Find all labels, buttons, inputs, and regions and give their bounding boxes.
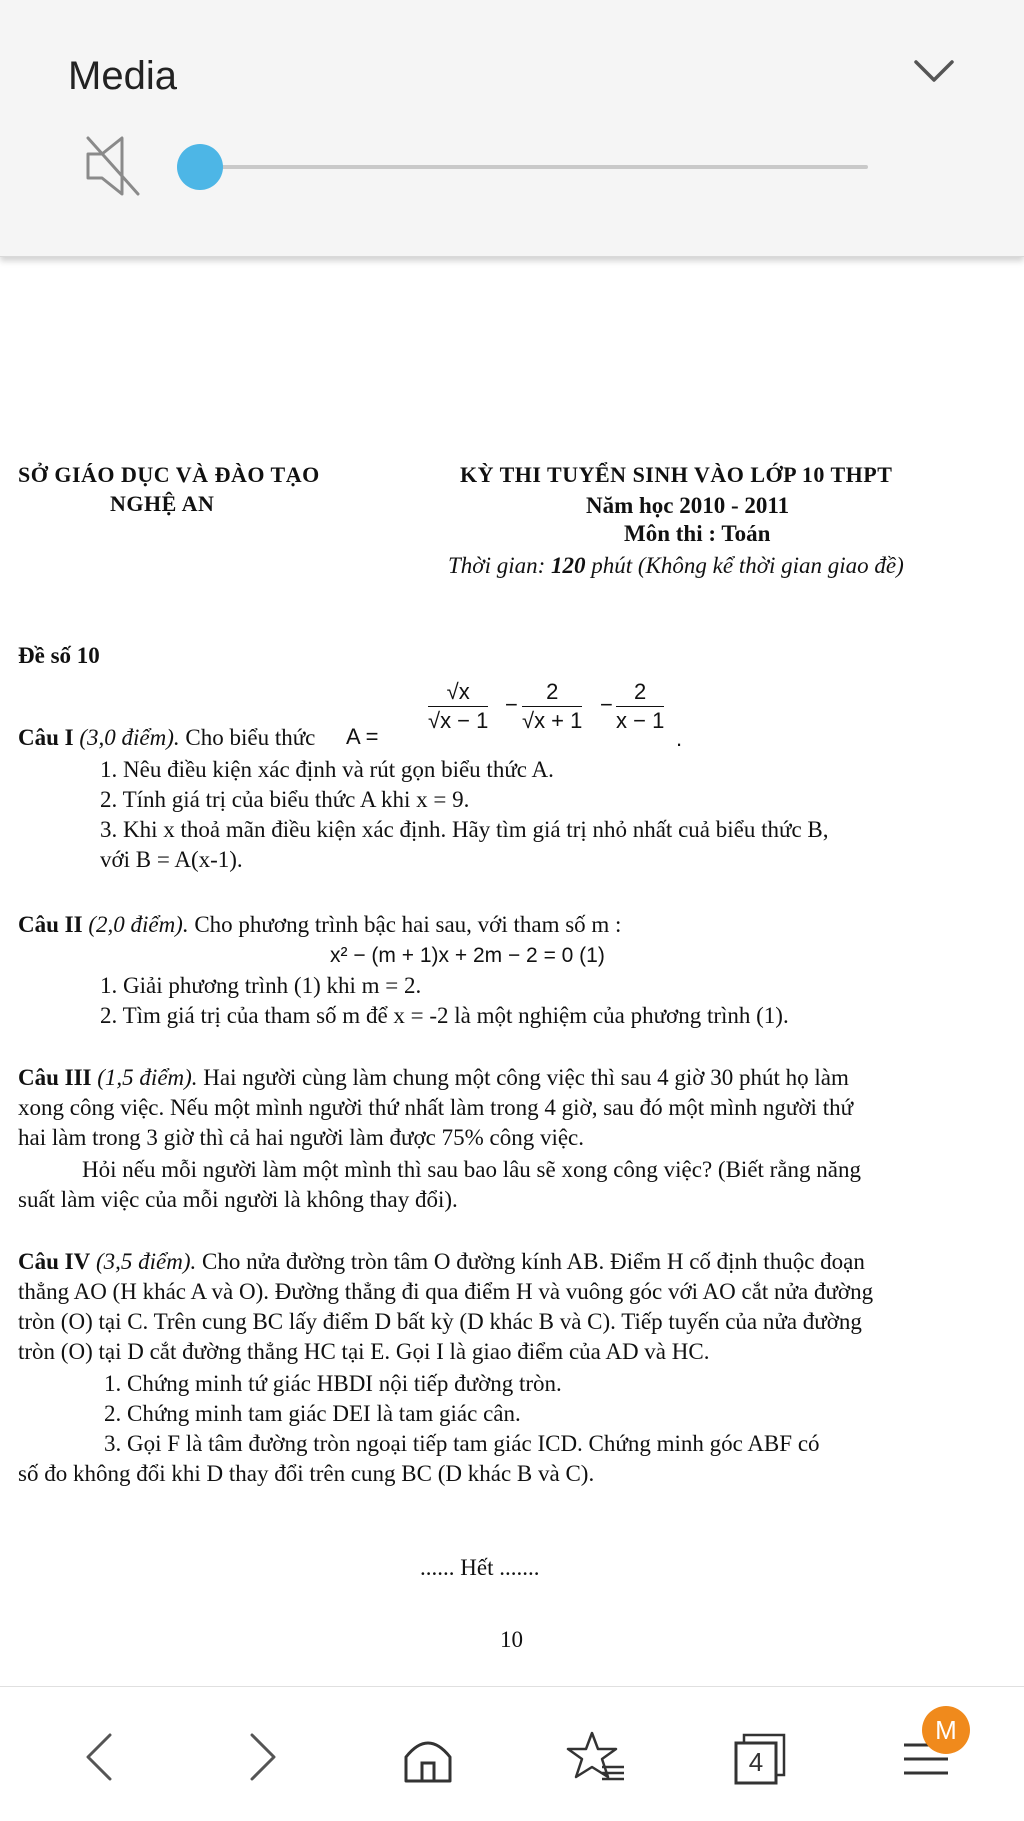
end-mark: ...... Hết ....... (420, 1555, 540, 1580)
question-1-item: 3. Khi x thoả mãn điều kiện xác định. Hãy tìm giá trị nhỏ nhất cuả biểu thức B, (100, 817, 829, 842)
question-1-item: 1. Nêu điều kiện xác định và rút gọn biểu thức A. (100, 757, 554, 782)
question-1-heading: Câu I (3,0 điểm). Cho biểu thức (18, 725, 316, 750)
province-name: NGHỆ AN (110, 491, 215, 516)
bookmarks-star-icon[interactable] (566, 1727, 626, 1787)
question-1-item: với B = A(x-1). (100, 847, 243, 872)
question-4-heading: Câu IV (3,5 điểm). Cho nửa đường tròn tâm O đường kính AB. Điểm H cố định thuộc đoạn (18, 1249, 865, 1274)
chevron-down-icon[interactable] (912, 56, 956, 86)
page-number: 10 (500, 1627, 523, 1652)
minus-sign: − (600, 692, 613, 717)
tab-count: 4 (748, 1747, 764, 1777)
question-2-heading: Câu II (2,0 điểm). Cho phương trình bậc hai sau, với tham số m : (18, 912, 622, 937)
minus-sign: − (505, 692, 518, 717)
school-year: Năm học 2010 - 2011 (586, 493, 790, 518)
question-3-text: Hỏi nếu mỗi người làm một mình thì sau bao lâu sẽ xong công việc? (Biết rằng năng (82, 1157, 862, 1182)
bottom-navigation-bar (0, 1686, 1024, 1821)
media-title: Media (68, 54, 177, 98)
question-4-text: tròn (O) tại D cắt đường thẳng HC tại E. Gọi I là giao điểm của AD và HC. (18, 1339, 710, 1364)
question-4-item: 2. Chứng minh tam giác DEI là tam giác cân. (104, 1401, 521, 1426)
quadratic-equation: x² − (m + 1)x + 2m − 2 = 0 (1) (330, 944, 605, 967)
volume-slider-thumb[interactable] (177, 144, 223, 190)
question-2-item: 1. Giải phương trình (1) khi m = 2. (100, 973, 422, 998)
fraction-1: $\frac{√x}{√x - 1}$ (428, 679, 489, 733)
volume-slider-track (200, 165, 868, 169)
fraction-2: $\frac{2}{√x + 1}$ (522, 679, 583, 733)
tabs-button[interactable] (732, 1727, 792, 1787)
exam-title: KỲ THI TUYỂN SINH VÀO LỚP 10 THPT (460, 462, 893, 487)
question-4-item: 1. Chứng minh tứ giác HBDI nội tiếp đường tròn. (104, 1371, 562, 1396)
question-4-text: số đo không đổi khi D thay đổi trên cung BC (D khác B và C). (18, 1461, 595, 1486)
department-name: SỞ GIÁO DỤC VÀ ĐÀO TẠO (18, 462, 320, 487)
speaker-muted-icon[interactable] (84, 134, 142, 198)
document-page (0, 256, 1024, 1686)
question-3-text: suất làm việc của mỗi người là không thay đổi). (18, 1187, 458, 1212)
exam-subject: Môn thi : Toán (624, 521, 771, 546)
question-4-text: tròn (O) tại C. Trên cung BC lấy điểm D bất kỳ (D khác B và C). Tiếp tuyến của nửa đường (18, 1309, 862, 1334)
question-4-item: 3. Gọi F là tâm đường tròn ngoại tiếp tam giác ICD. Chứng minh góc ABF có (104, 1431, 820, 1456)
question-4-text: thẳng AO (H khác A và O). Đường thẳng đi qua điểm H và vuông góc với AO cắt nửa đường (18, 1279, 874, 1304)
question-3-heading: Câu III (1,5 điểm). Hai người cùng làm chung một công việc thì sau 4 giờ 30 phút họ làm (18, 1065, 849, 1090)
forward-arrow-icon[interactable] (232, 1727, 292, 1787)
question-1-item: 2. Tính giá trị của biểu thức A khi x = 9. (100, 787, 470, 812)
expression-period: . (676, 726, 683, 751)
home-icon[interactable] (398, 1727, 458, 1787)
expression-a-label: A = (346, 724, 379, 749)
exam-number: Đề số 10 (18, 643, 100, 668)
media-panel (0, 0, 1024, 257)
volume-slider[interactable] (200, 150, 868, 184)
back-arrow-icon[interactable] (70, 1727, 130, 1787)
profile-badge[interactable]: M (922, 1706, 970, 1754)
exam-duration: Thời gian: 120 phút (Không kể thời gian giao đề) (448, 553, 904, 578)
question-2-item: 2. Tìm giá trị của tham số m để x = -2 là một nghiệm của phương trình (1). (100, 1003, 789, 1028)
question-3-text: xong công việc. Nếu một mình người thứ nhất làm trong 4 giờ, sau đó một mình người thứ (18, 1095, 854, 1120)
question-3-text: hai làm trong 3 giờ thì cả hai người làm được 75% công việc. (18, 1125, 585, 1150)
fraction-3: $\frac{2}{x - 1}$ (616, 679, 665, 733)
